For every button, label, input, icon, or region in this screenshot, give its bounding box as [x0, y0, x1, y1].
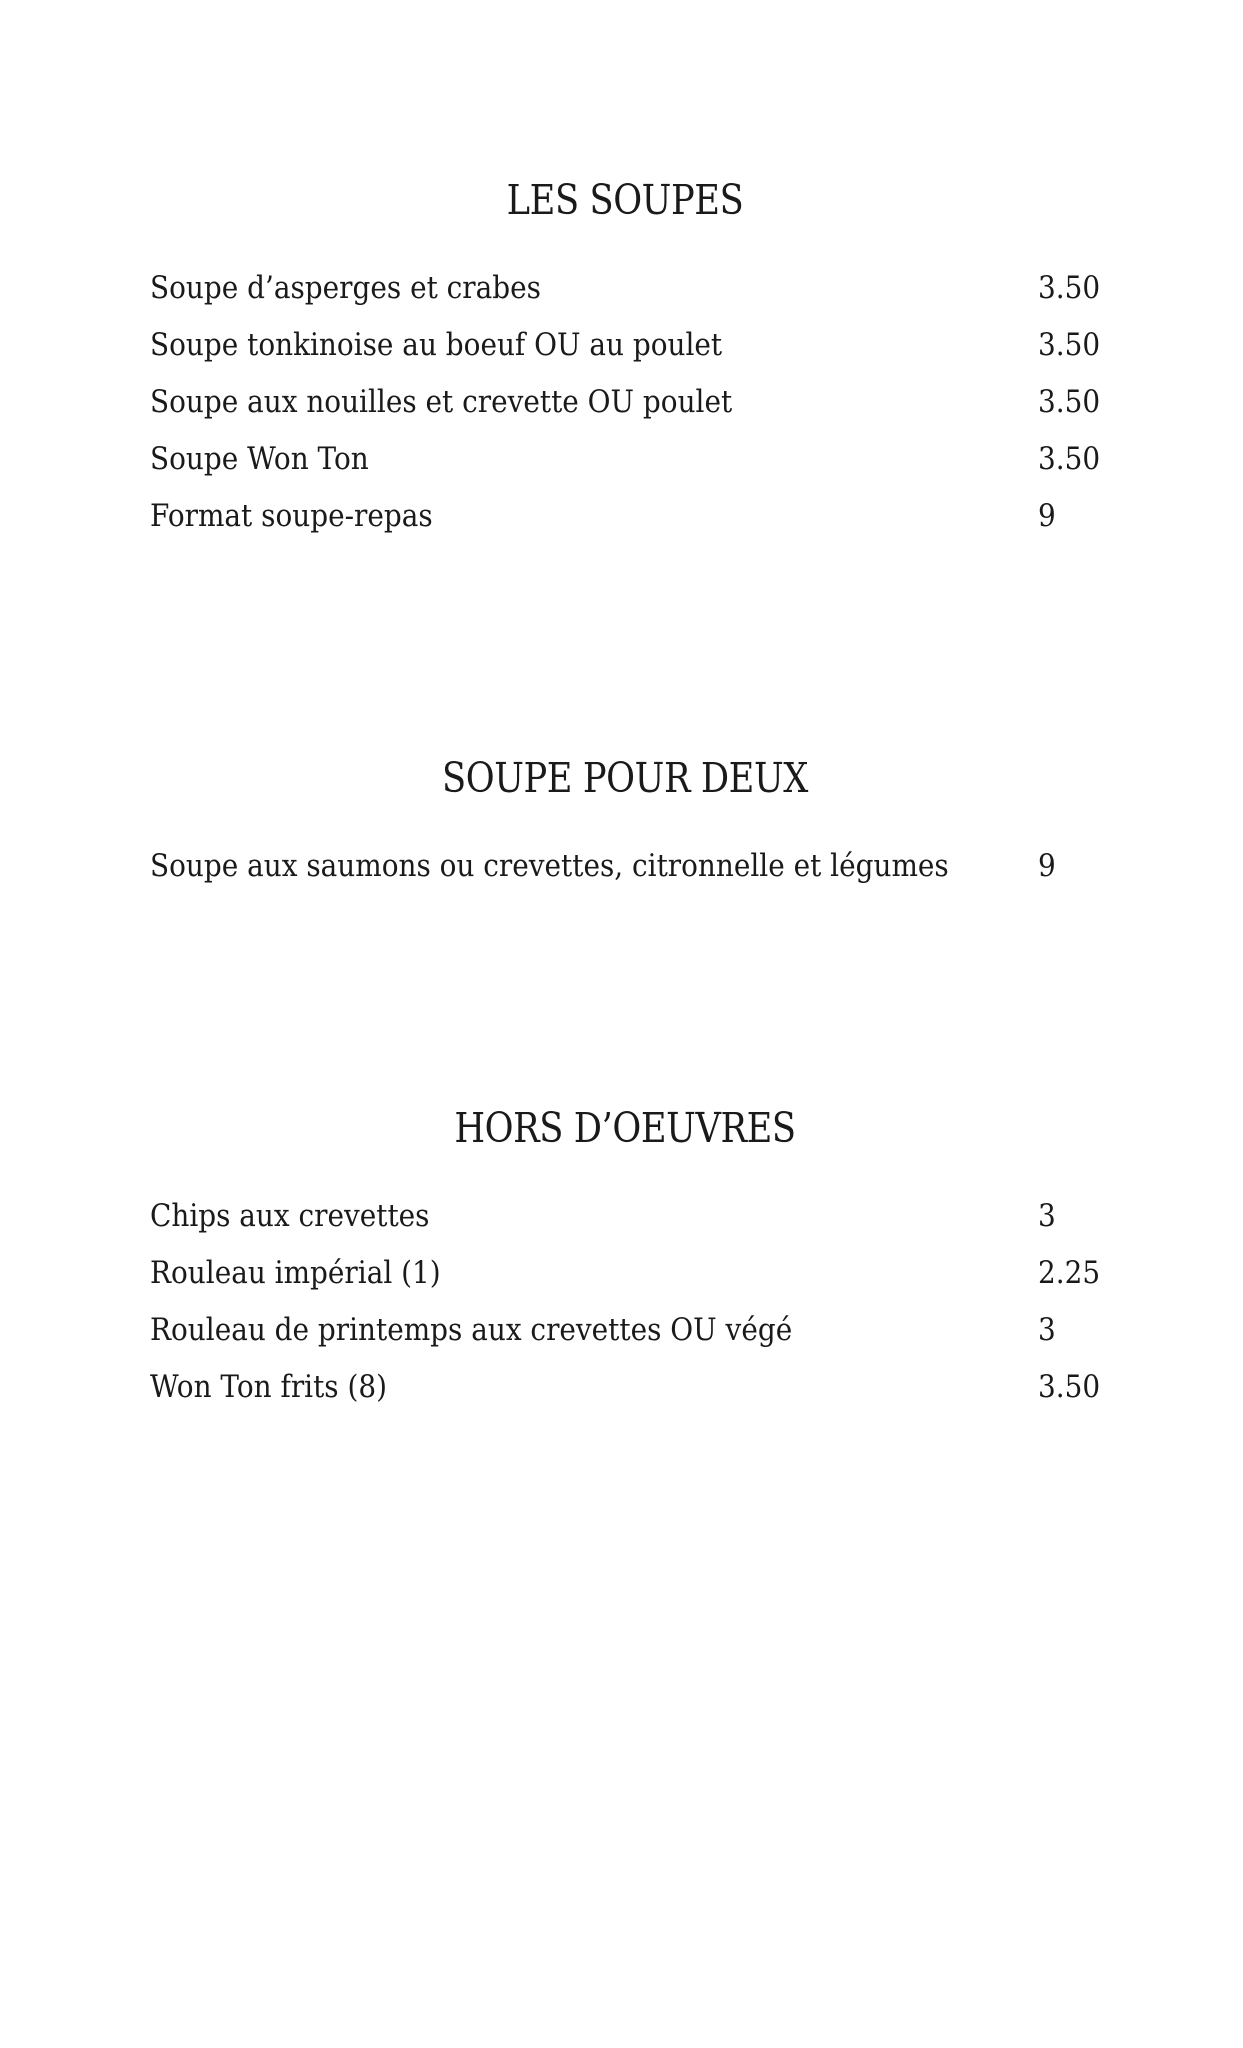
menu-item-price: 3.50	[1038, 1369, 1101, 1405]
menu-item-name: Soupe aux saumons ou crevettes, citronnelle et légumes	[150, 848, 949, 884]
menu-item	[150, 1245, 1100, 1302]
menu-item-name: Rouleau impérial (1)	[150, 1255, 441, 1291]
menu-item-price: 3.50	[1038, 327, 1101, 363]
menu-item	[150, 260, 1100, 317]
menu-item	[150, 1188, 1100, 1245]
menu-item-name: Soupe tonkinoise au boeuf OU au poulet	[150, 327, 723, 363]
menu-item-list	[150, 1188, 1100, 1416]
menu-item-name: Soupe d’asperges et crabes	[150, 270, 541, 306]
menu-item-price: 3	[1038, 1198, 1056, 1234]
menu-item-price: 3.50	[1038, 270, 1101, 306]
menu-item	[150, 1302, 1100, 1359]
menu-item	[150, 374, 1100, 431]
section-les-soupes	[150, 170, 1100, 633]
menu-item	[150, 838, 1100, 895]
menu-item-name: Soupe aux nouilles et crevette OU poulet	[150, 384, 733, 420]
menu-item-list	[150, 260, 1100, 545]
menu-item-name: Won Ton frits (8)	[150, 1369, 388, 1405]
menu-item-price: 3.50	[1038, 441, 1101, 477]
menu-item-price: 2.25	[1038, 1255, 1101, 1291]
menu-item-list	[150, 838, 1100, 895]
section-title: HORS D’OEUVRES	[454, 1104, 796, 1152]
menu-item	[150, 431, 1100, 488]
menu-item	[150, 488, 1100, 545]
menu-item-name: Soupe Won Ton	[150, 441, 369, 477]
menu-item-name: Rouleau de printemps aux crevettes OU végé	[150, 1312, 793, 1348]
section-title: LES SOUPES	[506, 176, 744, 224]
section-soupe-pour-deux	[150, 748, 1100, 983]
menu-item	[150, 317, 1100, 374]
menu-item-price: 3	[1038, 1312, 1056, 1348]
menu-item-name: Format soupe-repas	[150, 498, 433, 534]
menu-item-price: 9	[1038, 848, 1056, 884]
section-title: SOUPE POUR DEUX	[442, 754, 808, 802]
menu-item-price: 9	[1038, 498, 1056, 534]
menu-item-name: Chips aux crevettes	[150, 1198, 430, 1234]
section-hors-doeuvres	[150, 1098, 1100, 1504]
menu-item-price: 3.50	[1038, 384, 1101, 420]
menu-item	[150, 1359, 1100, 1416]
